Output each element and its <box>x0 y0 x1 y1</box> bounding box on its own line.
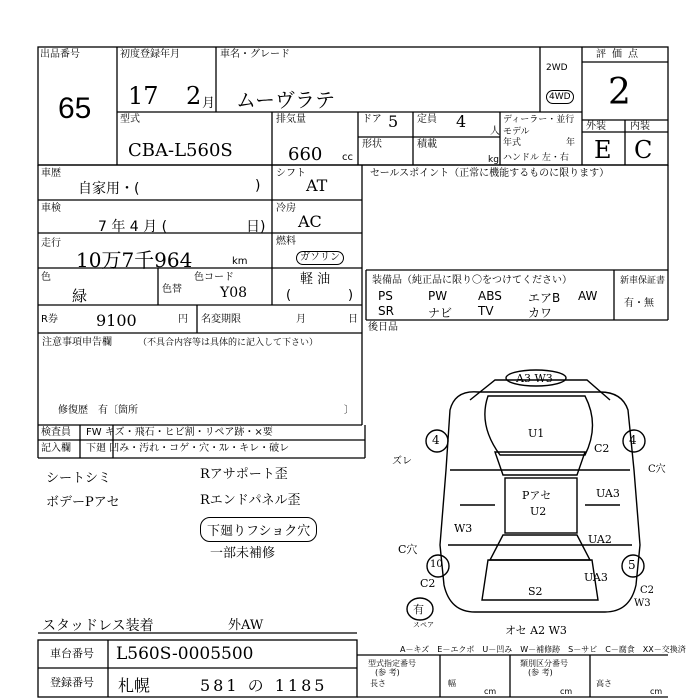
load-label: 積載 <box>417 139 437 150</box>
equip-tv: TV <box>478 304 494 318</box>
color-label: 色 <box>41 272 51 283</box>
length-label: 長さ <box>370 679 386 688</box>
registration-city: 札幌 <box>118 676 151 695</box>
fuel-light-oil: 軽 油 <box>300 272 331 287</box>
mark-right-c2-bottom: C2 <box>640 585 655 596</box>
width-label: 幅 <box>448 679 456 688</box>
repair-history-label: 修復歴 有〔箇所 <box>58 405 138 416</box>
mark-right-ua3-top: UA3 <box>596 487 620 500</box>
chassis-number: L560S-0005500 <box>116 644 254 664</box>
load-unit: kg <box>488 155 499 165</box>
first-registration-label: 初度登録年月 <box>120 49 180 60</box>
inspection-label: 車検 <box>41 203 61 214</box>
type-number-sub: (参 考) <box>375 668 400 677</box>
note-rear-end-panel: Rエンドパネル歪 <box>200 493 301 508</box>
car-hood <box>485 396 593 455</box>
tire-front-left-value: 4 <box>432 433 440 447</box>
recycle-value: 9100 <box>96 311 137 330</box>
inspection-day: 日) <box>246 219 266 235</box>
equip-airbag: エアB <box>528 291 561 305</box>
lot-number-label: 出品番号 <box>40 49 80 60</box>
exterior-label: 外装 <box>586 121 606 132</box>
damage-legend: A－キズ E－エクボ U－凹み W－補修跡 S－サビ C－腐食 XX－交換済 <box>400 645 686 654</box>
mark-top: A3 W3 <box>516 372 553 385</box>
lot-number: 65 <box>58 92 92 125</box>
score-value: 2 <box>608 72 631 113</box>
color-value: 緑 <box>72 287 88 305</box>
equip-sr: SR <box>378 304 394 318</box>
mileage-label: 走行 <box>41 238 61 249</box>
drive-4wd: 4WD <box>546 90 574 104</box>
usage-value: 自家用・( <box>78 181 140 197</box>
equipment-row-2 <box>378 304 608 321</box>
class-number-label: 類別区分番号 <box>520 659 568 668</box>
equip-leather: カワ <box>528 306 553 320</box>
mark-u1: U1 <box>528 427 545 440</box>
color-code-label: 色コード <box>194 272 234 283</box>
spare-tire-label: スペア <box>413 621 434 629</box>
mileage-value: 10万7千964 <box>76 248 193 272</box>
type-number-label: 型式指定番号 <box>368 659 416 668</box>
inspector-row-1: FW キズ・飛石・ヒビ割・リペア跡・×要 <box>86 427 273 438</box>
mileage-unit: km <box>232 256 248 267</box>
ac-value: AC <box>298 212 322 231</box>
mark-right-c-hole: C穴 <box>648 464 666 475</box>
name-change-label: 名変期限 <box>201 314 241 325</box>
note-partial-unrepaired: 一部未補修 <box>210 546 276 561</box>
width-unit: cm <box>560 687 573 696</box>
displacement-value: 660 <box>288 144 323 165</box>
equip-abs: ABS <box>478 289 502 303</box>
mark-rear: オセ A2 W3 <box>505 624 567 637</box>
displacement-label: 排気量 <box>276 114 306 125</box>
displacement-unit: cc <box>342 152 353 163</box>
mark-left-c-hole: C穴 <box>398 543 418 556</box>
capacity-value: 4 <box>456 112 467 131</box>
name-change-month: 月 <box>296 314 306 325</box>
shape-label: 形状 <box>362 139 382 150</box>
doors-label: ドア <box>362 114 382 125</box>
mark-right-ua3-bottom: UA3 <box>584 571 608 584</box>
mark-right-c2: C2 <box>594 442 610 455</box>
inspector-label: 検査員 <box>41 427 71 438</box>
capacity-label: 定員 <box>417 114 437 125</box>
inspector-row-2: 下廻 凹み・汚れ・コゲ・穴・ｽﾚ・キレ・破レ <box>86 443 290 454</box>
model-label: モデル <box>503 127 530 137</box>
notes-sub: （不具合内容等は具体的に記入して下さい） <box>138 338 319 348</box>
doors-value: 5 <box>388 112 399 131</box>
registration-digits: 581 の 1185 <box>200 676 328 695</box>
recycle-label: R券 <box>41 314 58 325</box>
model-code-label: 型式 <box>120 114 140 125</box>
mark-left-zure: ズレ <box>392 456 412 467</box>
back-items-label: 後日品 <box>368 322 398 333</box>
mark-p-ase: Pアセ <box>522 489 552 502</box>
shift-label: シフト <box>276 168 306 179</box>
interior-grade: C <box>634 136 653 164</box>
chassis-label: 車台番号 <box>50 647 94 660</box>
fuel-gasoline: ガソリン <box>296 251 344 265</box>
registration-label: 登録番号 <box>50 676 94 689</box>
model-year-label: 年式 <box>503 138 522 148</box>
color-code: Y08 <box>220 285 248 301</box>
model-year-unit: 年 <box>566 138 576 148</box>
studless-value: 外AW <box>228 618 264 633</box>
rear-window <box>490 535 590 560</box>
usage-close: ) <box>255 178 261 194</box>
mark-s2: S2 <box>528 585 543 598</box>
warranty-value: 有・無 <box>624 298 654 309</box>
sales-point-label: セールスポイント（正常に機能するものに限ります） <box>370 168 610 179</box>
fuel-label: 燃料 <box>276 236 296 247</box>
repair-history-close: 〕 <box>344 405 354 416</box>
first-registration-year: 17 <box>128 82 159 110</box>
shift-value: AT <box>306 176 328 195</box>
spare-tire-value: 有 <box>413 603 424 616</box>
mark-right-w3: W3 <box>634 598 651 609</box>
ac-label: 冷房 <box>276 203 296 214</box>
model-code: CBA-L560S <box>128 140 233 161</box>
capacity-unit: 人 <box>490 126 500 137</box>
equip-pw: PW <box>428 289 448 303</box>
usage-label: 車歴 <box>41 168 61 179</box>
equip-aw: AW <box>578 289 598 303</box>
mark-u2: U2 <box>530 505 547 518</box>
fuel-paren-open: ( <box>286 288 292 303</box>
note-seat-stain: シートシミ <box>46 471 112 486</box>
exterior-grade: E <box>594 136 612 164</box>
handle-label: ハンドル 左・右 <box>503 153 569 163</box>
height-unit: cm <box>650 687 663 696</box>
note-underbody-rust: 下廻りフショク穴 <box>200 517 317 542</box>
mark-right-ua2: UA2 <box>588 533 612 546</box>
name-change-day: 日 <box>348 314 358 325</box>
height-label: 高さ <box>596 679 612 688</box>
tire-front-right-value: 4 <box>629 433 637 447</box>
fuel-paren-close: ) <box>348 288 354 303</box>
warranty-label: 新車保証書 <box>620 276 666 286</box>
equip-ps: PS <box>378 289 393 303</box>
color-change-label: 色替 <box>162 284 182 295</box>
equipment-label: 装備品（純正品に限り〇をつけてください） <box>372 275 572 286</box>
interior-label: 内装 <box>630 121 650 132</box>
score-label: 評価点 <box>596 49 644 60</box>
recycle-unit: 円 <box>178 314 188 325</box>
first-registration-month: 2 <box>186 82 202 110</box>
model-name-label: 車名・グレード <box>220 49 290 60</box>
note-body-paint: ボデーPアセ <box>46 495 120 510</box>
tire-rear-right-value: 5 <box>628 558 636 572</box>
studless-label: スタッドレス装着 <box>42 618 154 634</box>
drive-2wd: 2WD <box>546 63 568 73</box>
note-rear-support: Rアサポート歪 <box>200 467 288 482</box>
notes-label: 注意事項申告欄 <box>42 337 112 348</box>
dealer-label: ディーラー・並行 <box>503 115 575 125</box>
first-registration-month-unit: 月 <box>202 96 216 111</box>
inspector-entry-label: 記入欄 <box>41 443 71 454</box>
model-name: ムーヴラテ <box>236 88 335 112</box>
inspection-value: 7 年 4 月 ( <box>98 219 168 235</box>
mark-left-w3: W3 <box>454 522 473 535</box>
class-number-sub: (参 考) <box>528 668 553 677</box>
length-unit: cm <box>484 687 497 696</box>
mark-left-c2: C2 <box>420 577 436 590</box>
equip-navi: ナビ <box>428 306 453 320</box>
tire-rear-left-value: 10 <box>430 559 443 570</box>
